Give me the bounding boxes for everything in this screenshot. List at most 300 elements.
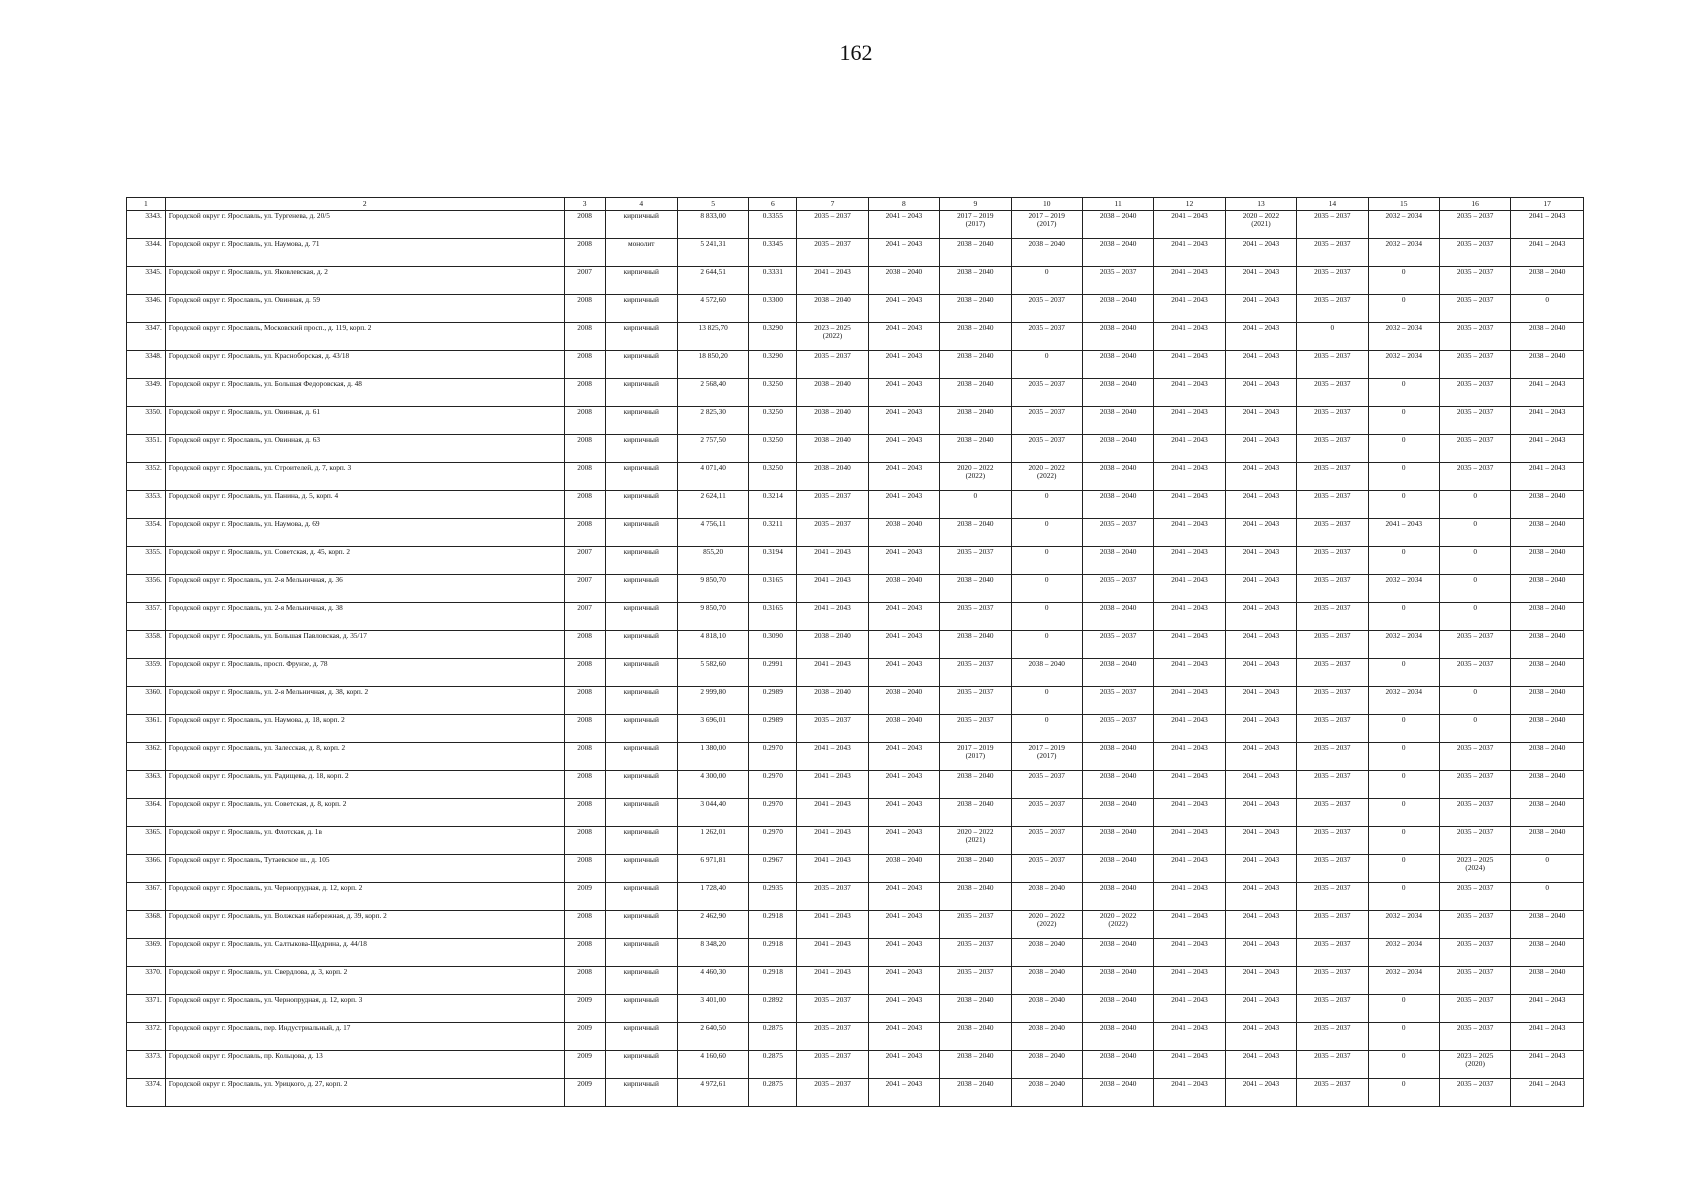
table-cell: 2041 – 2043: [1225, 827, 1296, 855]
table-cell: 2041 – 2043: [1225, 323, 1296, 351]
table-row: [127, 295, 1584, 323]
table-cell: 2035 – 2037: [1439, 911, 1510, 939]
table-cell: 0.2970: [749, 799, 797, 827]
table-row: [127, 631, 1584, 659]
table-cell: 2041 – 2043: [1154, 687, 1225, 715]
table-cell: 2041 – 2043: [1225, 519, 1296, 547]
address-cell: Городской округ г. Ярославль, ул. Панина, д. 5, корп. 4: [165, 491, 564, 519]
address-cell: Городской округ г. Ярославль, пер. Индустриальный, д. 17: [165, 1023, 564, 1051]
table-row: [127, 939, 1584, 967]
row-number-cell: 3359.: [127, 659, 166, 687]
table-cell: 855,20: [677, 547, 748, 575]
table-cell: 0: [1368, 547, 1439, 575]
table-cell: 2041 – 2043: [797, 967, 868, 995]
table-cell: кирпичный: [605, 715, 677, 743]
table-cell: 0: [1011, 575, 1082, 603]
header-cell: 4: [605, 198, 677, 211]
row-number-cell: 3364.: [127, 799, 166, 827]
table-cell: 0.2918: [749, 939, 797, 967]
table-cell: кирпичный: [605, 659, 677, 687]
table-cell: 2041 – 2043: [797, 575, 868, 603]
table-cell: 2041 – 2043: [1225, 547, 1296, 575]
row-number-cell: 3367.: [127, 883, 166, 911]
table-cell: 2038 – 2040: [868, 519, 939, 547]
table-cell: 2035 – 2037: [1439, 295, 1510, 323]
table-cell: 2038 – 2040: [940, 855, 1011, 883]
table-cell: 2041 – 2043: [797, 659, 868, 687]
table-cell: 2035 – 2037: [1297, 351, 1368, 379]
table-cell: 2008: [564, 855, 605, 883]
table-cell: 2008: [564, 715, 605, 743]
table-cell: 4 972,61: [677, 1079, 748, 1107]
header-cell: 1: [127, 198, 166, 211]
table-cell: 4 071,40: [677, 463, 748, 491]
table-cell: 2041 – 2043: [1154, 995, 1225, 1023]
table-cell: 2020 – 2022 (2021): [940, 827, 1011, 855]
row-number-cell: 3371.: [127, 995, 166, 1023]
table-cell: 2038 – 2040: [1082, 743, 1153, 771]
table-cell: 2035 – 2037: [1439, 379, 1510, 407]
table-cell: 2023 – 2025 (2020): [1439, 1051, 1510, 1079]
table-cell: 2038 – 2040: [1511, 267, 1584, 295]
table-cell: 18 850,20: [677, 351, 748, 379]
row-number-cell: 3355.: [127, 547, 166, 575]
address-cell: Городской округ г. Ярославль, ул. Салтыкова-Щедрина, д. 44/18: [165, 939, 564, 967]
table-cell: кирпичный: [605, 547, 677, 575]
table-cell: 2041 – 2043: [797, 743, 868, 771]
table-cell: кирпичный: [605, 351, 677, 379]
table-cell: 0: [1368, 827, 1439, 855]
header-cell: 5: [677, 198, 748, 211]
table-cell: 2008: [564, 323, 605, 351]
table-cell: 0.3250: [749, 407, 797, 435]
table-cell: 2041 – 2043: [868, 491, 939, 519]
address-cell: Городской округ г. Ярославль, ул. Волжская набережная, д. 39, корп. 2: [165, 911, 564, 939]
row-number-cell: 3349.: [127, 379, 166, 407]
table-cell: 2008: [564, 827, 605, 855]
table-cell: 2041 – 2043: [1511, 1051, 1584, 1079]
table-cell: 0.2875: [749, 1051, 797, 1079]
table-cell: кирпичный: [605, 491, 677, 519]
table-cell: 0.2935: [749, 883, 797, 911]
table-cell: 2035 – 2037: [1082, 687, 1153, 715]
header-cell: 13: [1225, 198, 1296, 211]
row-number-cell: 3358.: [127, 631, 166, 659]
table-cell: 0: [1011, 519, 1082, 547]
table-cell: 2008: [564, 687, 605, 715]
table-cell: 0.2970: [749, 743, 797, 771]
table-cell: 2041 – 2043: [868, 659, 939, 687]
table-cell: 2041 – 2043: [868, 827, 939, 855]
table-row: [127, 855, 1584, 883]
table-cell: 0.2918: [749, 911, 797, 939]
table-cell: 0: [1368, 743, 1439, 771]
table-cell: 2041 – 2043: [1154, 883, 1225, 911]
table-cell: 2038 – 2040: [940, 351, 1011, 379]
address-cell: Городской округ г. Ярославль, ул. Строителей, д. 7, корп. 3: [165, 463, 564, 491]
table-cell: 2020 – 2022 (2022): [1082, 911, 1153, 939]
table-cell: 2017 – 2019 (2017): [1011, 211, 1082, 239]
table-cell: 2041 – 2043: [1154, 267, 1225, 295]
table-cell: кирпичный: [605, 1051, 677, 1079]
table-cell: 2038 – 2040: [868, 575, 939, 603]
row-number-cell: 3343.: [127, 211, 166, 239]
table-cell: 2035 – 2037: [1439, 351, 1510, 379]
table-cell: 0.3090: [749, 631, 797, 659]
table-cell: 2041 – 2043: [797, 267, 868, 295]
table-cell: 2008: [564, 631, 605, 659]
table-cell: 2032 – 2034: [1368, 631, 1439, 659]
table-row: [127, 267, 1584, 295]
table-cell: 2041 – 2043: [1225, 603, 1296, 631]
table-cell: 2008: [564, 435, 605, 463]
table-cell: 2017 – 2019 (2017): [1011, 743, 1082, 771]
table-cell: 2035 – 2037: [1082, 519, 1153, 547]
table-cell: 2020 – 2022 (2022): [940, 463, 1011, 491]
table-cell: 8 348,20: [677, 939, 748, 967]
header-cell: 11: [1082, 198, 1153, 211]
table-cell: 0: [1011, 631, 1082, 659]
table-cell: 0.3300: [749, 295, 797, 323]
table-cell: 0.2970: [749, 827, 797, 855]
table-cell: 2041 – 2043: [1225, 687, 1296, 715]
table-cell: 2035 – 2037: [1297, 1079, 1368, 1107]
table-cell: 1 380,00: [677, 743, 748, 771]
table-cell: 2038 – 2040: [940, 519, 1011, 547]
table-cell: 0.3250: [749, 435, 797, 463]
table-cell: 2035 – 2037: [1297, 211, 1368, 239]
table-cell: кирпичный: [605, 295, 677, 323]
table-cell: 2007: [564, 575, 605, 603]
table-cell: 2041 – 2043: [1225, 1051, 1296, 1079]
table-cell: 2038 – 2040: [1011, 659, 1082, 687]
table-cell: 2035 – 2037: [1297, 267, 1368, 295]
table-cell: 2 757,50: [677, 435, 748, 463]
row-number-cell: 3365.: [127, 827, 166, 855]
table-cell: 2008: [564, 463, 605, 491]
table-cell: кирпичный: [605, 211, 677, 239]
table-cell: 4 460,30: [677, 967, 748, 995]
table-cell: 3 696,01: [677, 715, 748, 743]
header-cell: 10: [1011, 198, 1082, 211]
page-number: 162: [839, 40, 873, 65]
table-cell: 2041 – 2043: [868, 883, 939, 911]
table-cell: 2038 – 2040: [1082, 295, 1153, 323]
table-cell: 2041 – 2043: [1225, 715, 1296, 743]
table-cell: 2041 – 2043: [1154, 323, 1225, 351]
table-cell: 2035 – 2037: [1297, 715, 1368, 743]
table-cell: кирпичный: [605, 799, 677, 827]
table-cell: 2038 – 2040: [1511, 939, 1584, 967]
table-cell: 2038 – 2040: [1082, 659, 1153, 687]
table-cell: 0.2967: [749, 855, 797, 883]
table-cell: 2035 – 2037: [1297, 1051, 1368, 1079]
table-cell: 2041 – 2043: [868, 771, 939, 799]
table-cell: 2035 – 2037: [1297, 547, 1368, 575]
table-cell: 2041 – 2043: [1154, 463, 1225, 491]
header-cell: 7: [797, 198, 868, 211]
table-cell: 2038 – 2040: [1082, 827, 1153, 855]
table-cell: 2038 – 2040: [1082, 1023, 1153, 1051]
table-cell: 2020 – 2022 (2021): [1225, 211, 1296, 239]
table-cell: 0: [1011, 491, 1082, 519]
table-cell: 0: [1368, 1079, 1439, 1107]
table-cell: 0: [940, 491, 1011, 519]
table-cell: 2035 – 2037: [1297, 575, 1368, 603]
table-cell: 2032 – 2034: [1368, 687, 1439, 715]
table-cell: 2032 – 2034: [1368, 939, 1439, 967]
table-cell: 5 241,31: [677, 239, 748, 267]
table-cell: кирпичный: [605, 687, 677, 715]
table-cell: кирпичный: [605, 603, 677, 631]
table-cell: 0: [1011, 687, 1082, 715]
table-cell: 0: [1297, 323, 1368, 351]
table-cell: 2041 – 2043: [1154, 967, 1225, 995]
table-cell: 2017 – 2019 (2017): [940, 211, 1011, 239]
table-cell: 2009: [564, 995, 605, 1023]
table-cell: 2038 – 2040: [940, 1079, 1011, 1107]
table-cell: 2038 – 2040: [1082, 211, 1153, 239]
table-cell: 2038 – 2040: [1082, 463, 1153, 491]
table-cell: 2038 – 2040: [1082, 547, 1153, 575]
table-cell: 2007: [564, 547, 605, 575]
table-cell: 2035 – 2037: [1439, 827, 1510, 855]
table-cell: 2038 – 2040: [1082, 855, 1153, 883]
table-cell: 2041 – 2043: [1154, 715, 1225, 743]
table-cell: 2032 – 2034: [1368, 911, 1439, 939]
table-cell: кирпичный: [605, 743, 677, 771]
table-cell: 2041 – 2043: [1225, 379, 1296, 407]
table-row: [127, 491, 1584, 519]
table-cell: 2041 – 2043: [868, 211, 939, 239]
table-cell: 2032 – 2034: [1368, 967, 1439, 995]
table-cell: 2035 – 2037: [1297, 771, 1368, 799]
table-cell: 2035 – 2037: [940, 715, 1011, 743]
row-number-cell: 3372.: [127, 1023, 166, 1051]
row-number-cell: 3354.: [127, 519, 166, 547]
table-cell: 2038 – 2040: [1511, 743, 1584, 771]
table-cell: кирпичный: [605, 267, 677, 295]
table-cell: 2041 – 2043: [868, 323, 939, 351]
table-cell: 0.3250: [749, 379, 797, 407]
table-cell: 2041 – 2043: [1154, 827, 1225, 855]
table-cell: 2035 – 2037: [1297, 239, 1368, 267]
table-cell: 4 160,60: [677, 1051, 748, 1079]
table-cell: кирпичный: [605, 379, 677, 407]
table-cell: 2008: [564, 939, 605, 967]
table-row: [127, 379, 1584, 407]
table-cell: 2041 – 2043: [797, 603, 868, 631]
table-row: [127, 1079, 1584, 1107]
table-cell: 2035 – 2037: [1297, 799, 1368, 827]
table-cell: 2038 – 2040: [940, 575, 1011, 603]
table-cell: 2038 – 2040: [940, 883, 1011, 911]
table-cell: 2041 – 2043: [868, 379, 939, 407]
table-cell: 0: [1011, 547, 1082, 575]
table-cell: 2035 – 2037: [1297, 435, 1368, 463]
table-cell: 2038 – 2040: [1082, 379, 1153, 407]
table-cell: 2038 – 2040: [940, 295, 1011, 323]
table-cell: 2038 – 2040: [1082, 603, 1153, 631]
table-cell: кирпичный: [605, 519, 677, 547]
table-cell: 2035 – 2037: [1439, 1023, 1510, 1051]
table-cell: 13 825,70: [677, 323, 748, 351]
table-cell: 2035 – 2037: [1439, 883, 1510, 911]
table-cell: 2041 – 2043: [868, 995, 939, 1023]
row-number-cell: 3369.: [127, 939, 166, 967]
table-row: [127, 351, 1584, 379]
table-cell: 0: [1511, 855, 1584, 883]
table-cell: 4 818,10: [677, 631, 748, 659]
table-cell: 2032 – 2034: [1368, 323, 1439, 351]
table-cell: 2009: [564, 1079, 605, 1107]
table-cell: 0: [1368, 771, 1439, 799]
table-cell: 2035 – 2037: [940, 939, 1011, 967]
table-cell: 2041 – 2043: [1154, 379, 1225, 407]
table-cell: 3 044,40: [677, 799, 748, 827]
table-cell: 2035 – 2037: [1082, 715, 1153, 743]
table-cell: 2038 – 2040: [1511, 687, 1584, 715]
table-cell: 2041 – 2043: [868, 967, 939, 995]
table-cell: 2035 – 2037: [797, 211, 868, 239]
row-number-cell: 3346.: [127, 295, 166, 323]
table-cell: 2032 – 2034: [1368, 351, 1439, 379]
table-cell: 2041 – 2043: [1225, 575, 1296, 603]
table-cell: 2041 – 2043: [1368, 519, 1439, 547]
table-cell: 2038 – 2040: [1011, 1079, 1082, 1107]
address-cell: Городской округ г. Ярославль, ул. 2-я Мельничная, д. 36: [165, 575, 564, 603]
table-cell: 2035 – 2037: [1439, 939, 1510, 967]
table-cell: кирпичный: [605, 1023, 677, 1051]
header-cell: 3: [564, 198, 605, 211]
table-cell: 2020 – 2022 (2022): [1011, 463, 1082, 491]
address-cell: Городской округ г. Ярославль, ул. Большая Федоровская, д. 48: [165, 379, 564, 407]
table-cell: 2038 – 2040: [940, 379, 1011, 407]
table-cell: 0: [1439, 491, 1510, 519]
table-row: [127, 659, 1584, 687]
address-cell: Городской округ г. Ярославль, ул. Советская, д. 8, корп. 2: [165, 799, 564, 827]
address-cell: Городской округ г. Ярославль, ул. Свердлова, д. 3, корп. 2: [165, 967, 564, 995]
row-number-cell: 3352.: [127, 463, 166, 491]
table-cell: 2041 – 2043: [1225, 995, 1296, 1023]
row-number-cell: 3370.: [127, 967, 166, 995]
table-cell: 2035 – 2037: [1297, 1023, 1368, 1051]
address-cell: Городской округ г. Ярославль, ул. Радищева, д. 18, корп. 2: [165, 771, 564, 799]
table-cell: 2041 – 2043: [1154, 295, 1225, 323]
table-cell: 2038 – 2040: [1082, 771, 1153, 799]
table-cell: 2035 – 2037: [1297, 883, 1368, 911]
table-cell: 2035 – 2037: [797, 491, 868, 519]
table-cell: кирпичный: [605, 463, 677, 491]
table-cell: 2041 – 2043: [1225, 967, 1296, 995]
table-cell: 0: [1011, 351, 1082, 379]
row-number-cell: 3374.: [127, 1079, 166, 1107]
table-cell: 2041 – 2043: [1225, 239, 1296, 267]
table-cell: кирпичный: [605, 939, 677, 967]
table-row: [127, 1051, 1584, 1079]
table-cell: 2008: [564, 211, 605, 239]
table-cell: 2032 – 2034: [1368, 575, 1439, 603]
table-cell: 2009: [564, 883, 605, 911]
table-cell: 2035 – 2037: [1297, 687, 1368, 715]
header-cell: 16: [1439, 198, 1510, 211]
table-row: [127, 715, 1584, 743]
header-cell: 8: [868, 198, 939, 211]
table-cell: 0: [1439, 687, 1510, 715]
table-cell: кирпичный: [605, 575, 677, 603]
table-cell: 2041 – 2043: [1225, 883, 1296, 911]
table-cell: кирпичный: [605, 631, 677, 659]
table-cell: 2035 – 2037: [940, 603, 1011, 631]
table-cell: 2038 – 2040: [797, 295, 868, 323]
table-cell: 2041 – 2043: [1511, 239, 1584, 267]
table-cell: 2035 – 2037: [1082, 267, 1153, 295]
table-cell: 0.2991: [749, 659, 797, 687]
row-number-cell: 3345.: [127, 267, 166, 295]
table-cell: 2041 – 2043: [868, 407, 939, 435]
table-cell: 0: [1368, 659, 1439, 687]
address-cell: Городской округ г. Ярославль, ул. Большая Павловская, д. 35/17: [165, 631, 564, 659]
table-cell: 2038 – 2040: [868, 855, 939, 883]
table-cell: 2038 – 2040: [1011, 883, 1082, 911]
table-cell: 2035 – 2037: [1297, 407, 1368, 435]
table-cell: 2041 – 2043: [797, 827, 868, 855]
table-cell: 4 572,60: [677, 295, 748, 323]
table-cell: 2035 – 2037: [1439, 995, 1510, 1023]
row-number-cell: 3350.: [127, 407, 166, 435]
address-cell: Городской округ г. Ярославль, ул. Советская, д. 45, корп. 2: [165, 547, 564, 575]
table-cell: 2035 – 2037: [797, 995, 868, 1023]
table-cell: 2041 – 2043: [1225, 267, 1296, 295]
registry-table: [126, 197, 1584, 1107]
table-cell: 2038 – 2040: [1011, 1051, 1082, 1079]
table-cell: 2038 – 2040: [940, 407, 1011, 435]
table-cell: 2038 – 2040: [1511, 631, 1584, 659]
table-cell: 2 999,80: [677, 687, 748, 715]
table-cell: 2035 – 2037: [1439, 435, 1510, 463]
table-cell: 2038 – 2040: [1511, 603, 1584, 631]
table-cell: 2041 – 2043: [868, 351, 939, 379]
table-cell: 2035 – 2037: [1297, 631, 1368, 659]
table-cell: 2035 – 2037: [797, 239, 868, 267]
table-cell: 2038 – 2040: [1511, 491, 1584, 519]
address-cell: Городской округ г. Ярославль, ул. Наумова, д. 69: [165, 519, 564, 547]
table-cell: 2038 – 2040: [868, 715, 939, 743]
table-row: [127, 575, 1584, 603]
table-cell: 2041 – 2043: [1154, 855, 1225, 883]
address-cell: Городской округ г. Ярославль, ул. Чернопрудная, д. 12, корп. 3: [165, 995, 564, 1023]
table-row: [127, 323, 1584, 351]
header-cell: 15: [1368, 198, 1439, 211]
table-cell: 2038 – 2040: [1082, 239, 1153, 267]
table-cell: 0: [1368, 799, 1439, 827]
table-cell: 2035 – 2037: [797, 715, 868, 743]
table-cell: 0.2989: [749, 715, 797, 743]
table-cell: 2008: [564, 519, 605, 547]
table-cell: 2035 – 2037: [797, 1051, 868, 1079]
table-cell: 0.3345: [749, 239, 797, 267]
table-cell: 2038 – 2040: [1511, 351, 1584, 379]
table-row: [127, 239, 1584, 267]
table-cell: 1 728,40: [677, 883, 748, 911]
table-cell: 2035 – 2037: [940, 967, 1011, 995]
table-cell: 2041 – 2043: [1511, 1023, 1584, 1051]
table-cell: 2 624,11: [677, 491, 748, 519]
table-cell: 2041 – 2043: [1225, 463, 1296, 491]
table-cell: 2035 – 2037: [797, 1023, 868, 1051]
address-cell: Городской округ г. Ярославль, ул. Урицкого, д. 27, корп. 2: [165, 1079, 564, 1107]
table-cell: 2038 – 2040: [940, 771, 1011, 799]
